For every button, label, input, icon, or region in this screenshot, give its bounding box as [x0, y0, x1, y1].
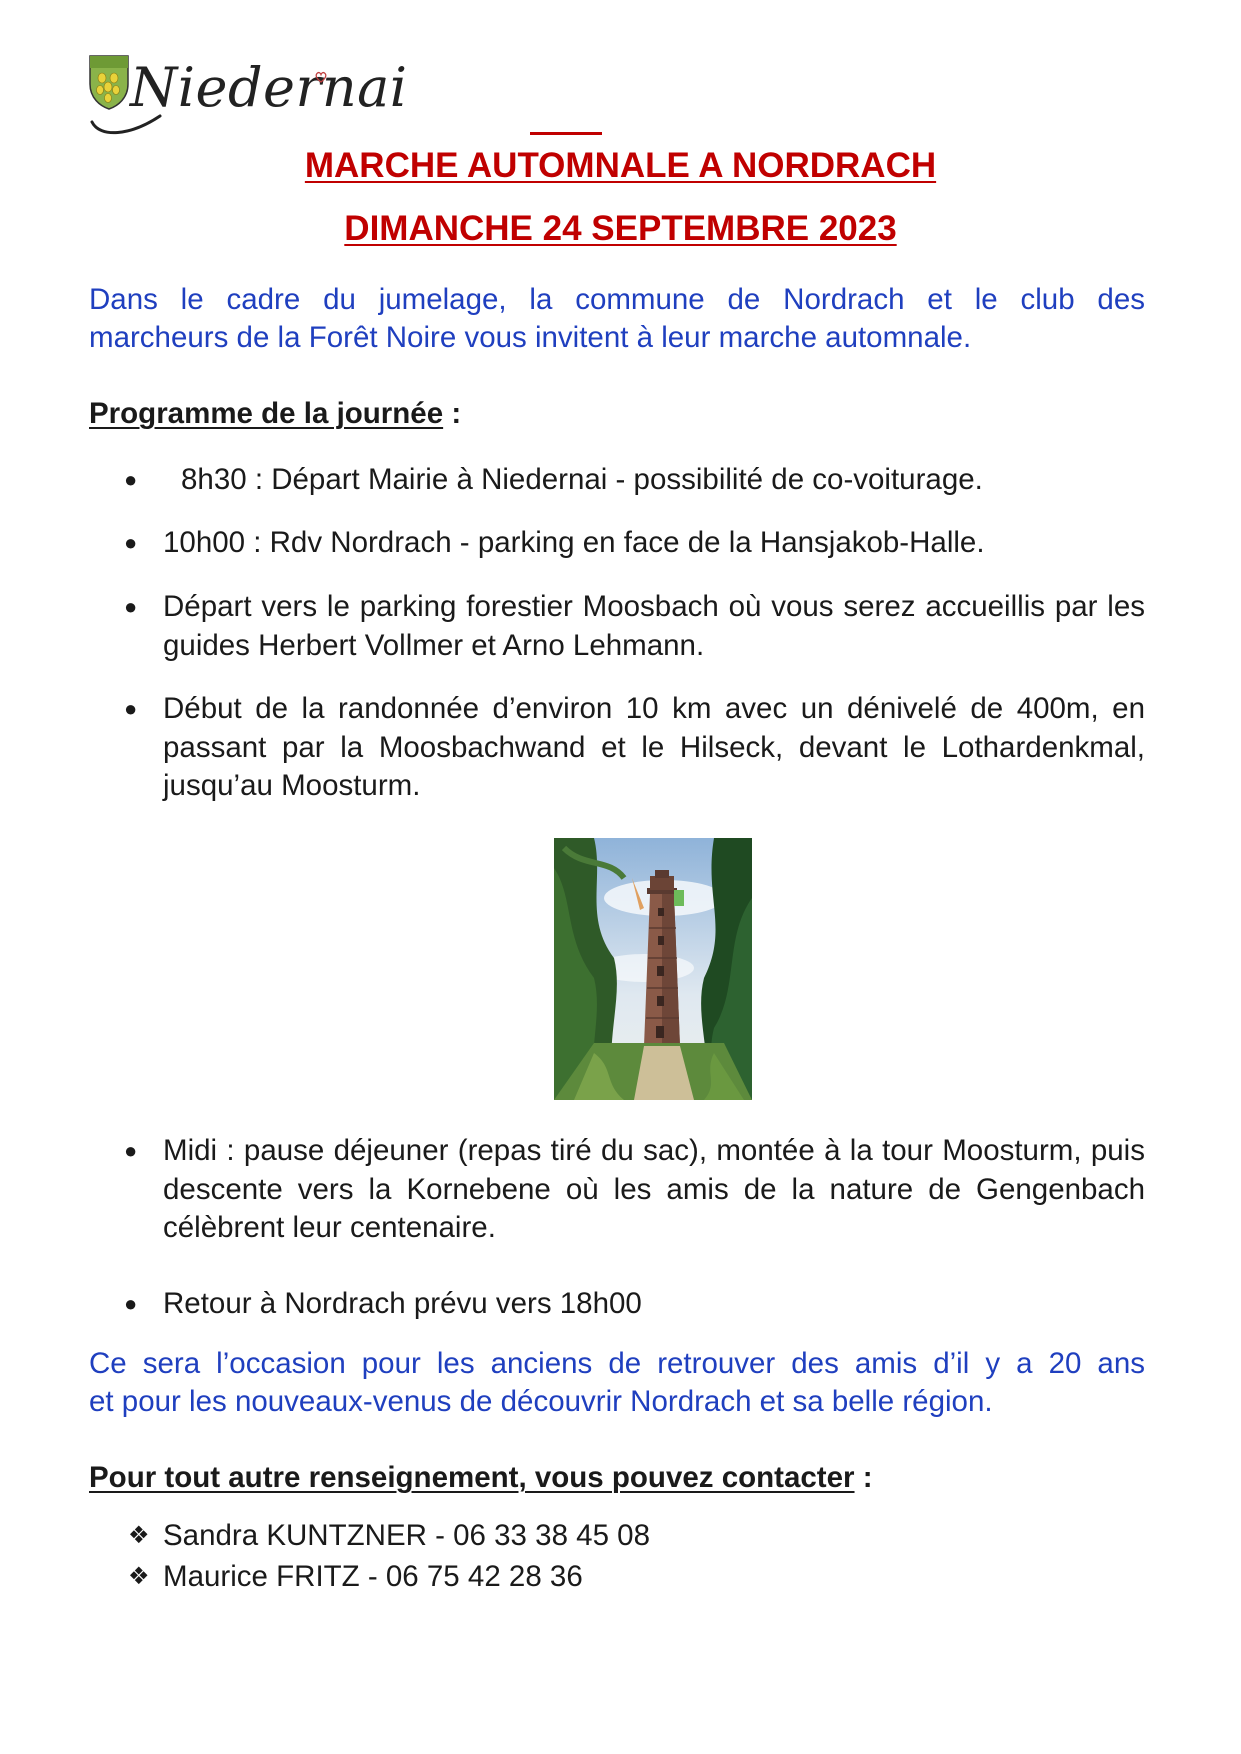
- intro-paragraph: [89, 281, 1145, 357]
- bullet-icon: ●: [124, 467, 138, 492]
- logo-swash: [90, 110, 170, 140]
- closing-line-1: Ce sera l’occasion pour les anciens de retrouver des amis d’il y a 20 ans: [89, 1347, 1145, 1380]
- bullet-icon: ●: [124, 594, 138, 619]
- tower-illustration: [554, 838, 752, 1100]
- closing-paragraph: [89, 1345, 1145, 1421]
- bullet-icon: ●: [124, 1291, 138, 1316]
- intro-line-1: Dans le cadre du jumelage, la commune de Nordrach et le club des: [89, 283, 1145, 316]
- coat-of-arms-icon: [88, 54, 130, 110]
- document-page: Niedernai MARCHE AUTOMNALE A NORDRACH DIMANCHE 24 SEPTEMBRE 2023 Dans le cadre du jumelage, la commune de Nordrach et le club des marcheurs de la Forêt Noire vous invitent à leur marche automnale. Programme de la journée : ● 8h30 : Départ Mairie à Niedernai - possibilité de co-voiturage. ● 10h00 : Rdv Nordrach - parking en face de la Hansjakob-Halle. ● Départ vers le parking forestier Moosbach où vous serez accueillis par les guides Herbert Vollmer et Arno Lehmann. ● Début de la randonnée d’environ 10 km avec un dénivelé de 400m, en passant par la Moosbachwand et le Hilseck, devant le Lothardenkmal, jusqu’au Moosturm. ● Midi : pause déjeuner (repas tiré du sac), montée à la tour Moosturm, puis descente vers la Kornebene où les amis de la nature de Gengenbach célèbrent leur centenaire. ● Retour à Nordrach prévu vers 18h00 Ce sera l’occasion pour les anciens de retrouver des amis d’il y a 20 ans et pour les nouveaux-venus de découvrir Nordrach et sa belle région. Pour tout autre renseignement, vous pouvez contacter : ❖ Sandra KUNTZNER - 06 33 38 45 08 ❖ Maurice FRITZ - 06 75 42 28 36: [0, 0, 1241, 1754]
- heart-icon: [314, 70, 328, 84]
- moosturm-tower-photo: [554, 838, 752, 1100]
- bullet-icon: ●: [124, 696, 138, 721]
- diamond-star-icon: ❖: [128, 1563, 150, 1590]
- intro-line-2: marcheurs de la Forêt Noire vous invitent à leur marche automnale.: [89, 321, 972, 354]
- title-line-1: MARCHE AUTOMNALE A NORDRACH: [304, 146, 937, 185]
- contact-heading: Pour tout autre renseignement, vous pouvez contacter :: [89, 1461, 873, 1494]
- bullet-icon: ●: [124, 530, 138, 555]
- niedernai-logo: [88, 50, 408, 128]
- program-heading: Programme de la journée :: [89, 397, 462, 430]
- bullet-icon: ●: [124, 1138, 138, 1163]
- diamond-star-icon: ❖: [128, 1522, 150, 1549]
- title-rule: [530, 132, 602, 135]
- closing-line-2: et pour les nouveaux-venus de découvrir Nordrach et sa belle région.: [89, 1385, 993, 1418]
- logo-wordmark: Niedernai: [130, 56, 408, 119]
- title-line-2: DIMANCHE 24 SEPTEMBRE 2023: [344, 209, 897, 248]
